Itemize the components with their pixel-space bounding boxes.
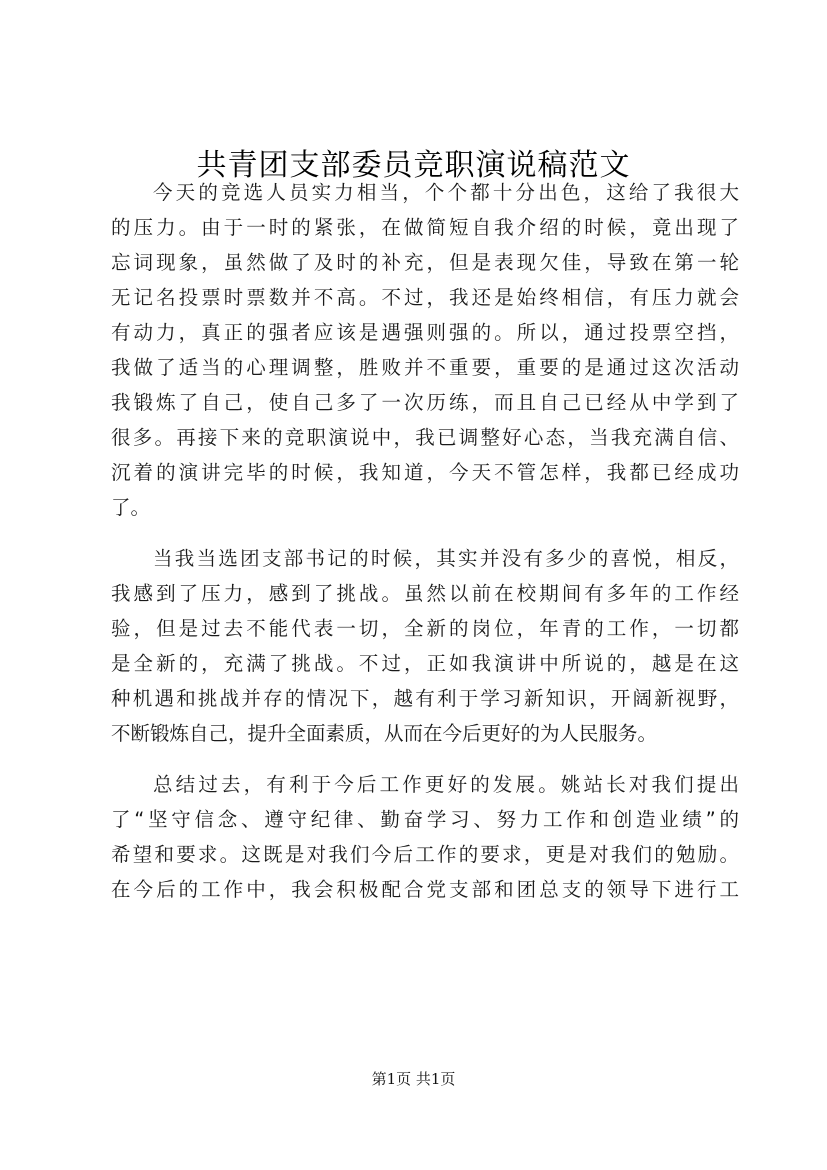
paragraph <box>111 541 739 751</box>
paragraph <box>111 767 739 907</box>
text-line: 的压力。由于一时的紧张，在做简短自我介绍的时候，竟出现了 <box>111 216 739 239</box>
text-line: 了“坚守信念、遵守纪律、勤奋学习、努力工作和创造业绩”的 <box>111 808 739 831</box>
text-line: 不断锻炼自己，提升全面素质，从而在今后更好的为人民服务。 <box>111 722 658 745</box>
text-line: 我感到了压力，感到了挑战。虽然以前在校期间有多年的工作经 <box>111 582 739 605</box>
page-footer: 第1页 共1页 <box>371 1070 456 1088</box>
document-title: 共青团支部委员竞职演说稿范文 <box>196 148 631 183</box>
text-line: 沉着的演讲完毕的时候，我知道，今天不管怎样，我都已经成功 <box>111 461 739 484</box>
text-line: 总结过去，有利于今后工作更好的发展。姚站长对我们提出 <box>153 773 739 796</box>
text-line: 验，但是过去不能代表一切，全新的岗位，年青的工作，一切都 <box>111 617 739 640</box>
text-line: 今天的竞选人员实力相当，个个都十分出色，这给了我很大 <box>153 181 739 204</box>
paragraph-gap <box>111 525 739 541</box>
text-line: 在今后的工作中，我会积极配合党支部和团总支的领导下进行工 <box>111 878 739 901</box>
text-line: 我做了适当的心理调整，胜败并不重要，重要的是通过这次活动 <box>111 356 739 379</box>
document-body <box>111 175 739 907</box>
text-line: 忘词现象，虽然做了及时的补充，但是表现欠佳，导致在第一轮 <box>111 251 739 274</box>
text-line: 我锻炼了自己，使自己多了一次历练，而且自己已经从中学到了 <box>111 391 739 414</box>
text-line: 种机遇和挑战并存的情况下，越有利于学习新知识，开阔新视野， <box>111 687 739 710</box>
text-line: 有动力，真正的强者应该是遇强则强的。所以，通过投票空挡， <box>111 321 739 344</box>
text-line: 是全新的，充满了挑战。不过，正如我演讲中所说的，越是在这 <box>111 652 739 675</box>
text-line: 当我当选团支部书记的时候，其实并没有多少的喜悦，相反， <box>153 547 739 570</box>
paragraph-gap <box>111 751 739 767</box>
paragraph <box>111 175 739 525</box>
text-line: 了。 <box>111 496 151 519</box>
text-line: 希望和要求。这既是对我们今后工作的要求，更是对我们的勉励。 <box>111 843 739 866</box>
text-line: 很多。再接下来的竞职演说中，我已调整好心态，当我充满自信、 <box>111 426 739 449</box>
text-line: 无记名投票时票数并不高。不过，我还是始终相信，有压力就会 <box>111 286 739 309</box>
